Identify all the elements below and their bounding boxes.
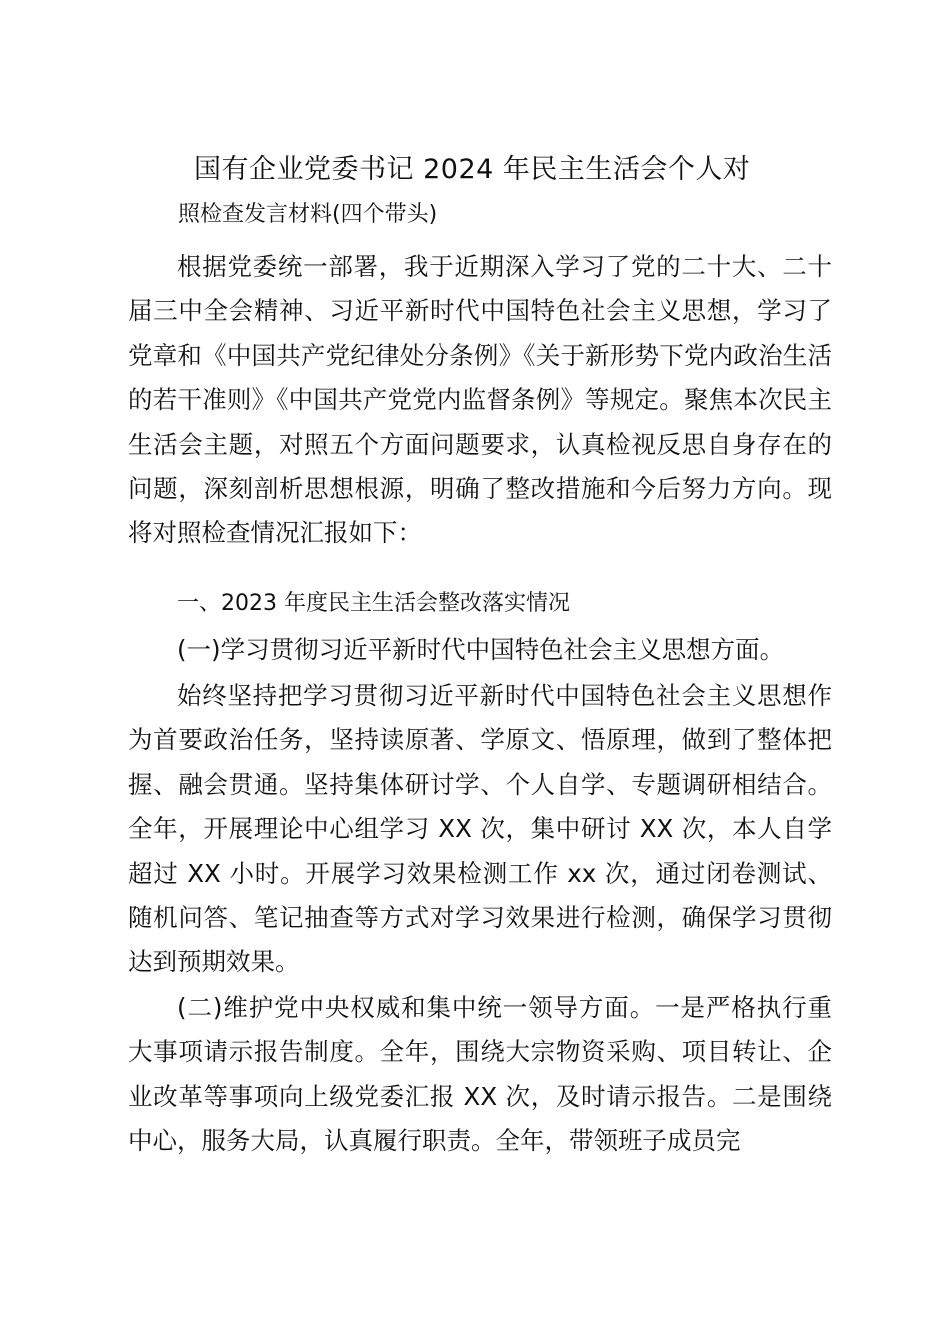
intro-paragraph: 根据党委统一部署，我于近期深入学习了党的二十大、二十届三中全会精神、习近平新时代中国特色社会主义思想，学习了党章和《中国共产党纪律处分条例》《关于新形势下党内政治生活的若干准则》《中国共产党党内监督条例》等规定。聚焦本次民主生活会主题，对照五个方面问题要求，认真检视反思自身存在的问题，深刻剖析思想根源，明确了整改措施和今后努力方向。现将对照检查情况汇报如下： (128, 252, 832, 548)
subsection-heading-1: (一)学习贯彻习近平新时代中国特色社会主义思想方面。 (177, 635, 785, 664)
document-title-line2: 照检查发言材料(四个带头) (178, 202, 438, 227)
section-heading-1: 一、2023 年度民主生活会整改落实情况 (177, 591, 570, 616)
subsection-1-paragraph: 始终坚持把学习贯彻习近平新时代中国特色社会主义思想作为首要政治任务，坚持读原著、学原文、悟原理，做到了整体把握、融会贯通。坚持集体研讨学、个人自学、专题调研相结合。全年，开展理论中心组学习 XX 次，集中研讨 XX 次，本人自学超过 XX 小时。开展学习效果检测工作 xx 次，通过闭卷测试、随机问答、笔记抽查等方式对学习效果进行检测，确保学习贯彻达到预期效果。 (128, 681, 832, 977)
document-title-line1: 国有企业党委书记 2024 年民主生活会个人对 (194, 154, 751, 185)
subsection-2-paragraph: (二)维护党中央权威和集中统一领导方面。一是严格执行重大事项请示报告制度。全年，围绕大宗物资采购、项目转让、企业改革等事项向上级党委汇报 XX 次，及时请示报告。二是围绕中心，服务大局，认真履行职责。全年，带领班子成员完 (128, 993, 832, 1156)
